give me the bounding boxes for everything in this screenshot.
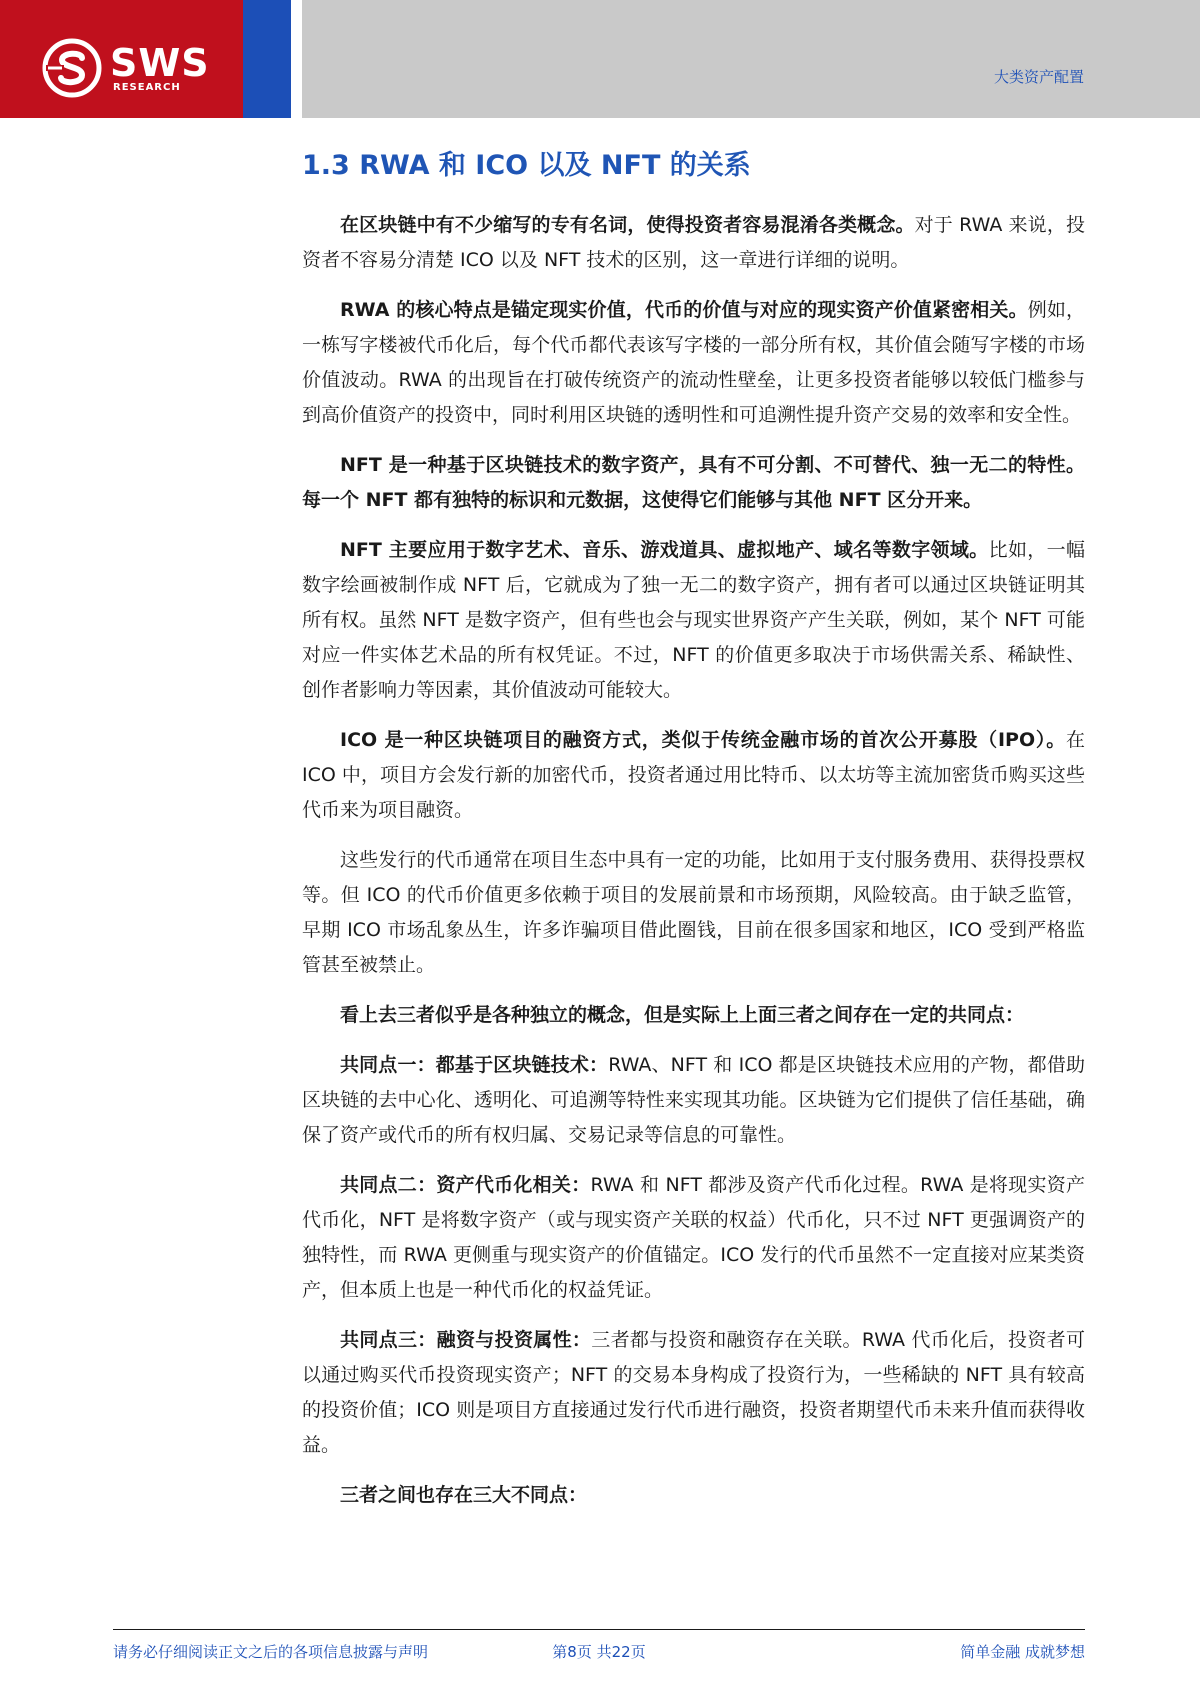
paragraph [302,1168,1085,1308]
paragraph-lead: RWA 的核心特点是锚定现实价值，代币的价值与对应的现实资产价值紧密相关。 [340,299,1028,321]
header-accent-stripe [243,0,291,118]
brand-logo [0,0,243,118]
paragraph [302,1323,1085,1463]
paragraph-lead: ICO 是一种区块链项目的融资方式，类似于传统金融市场的首次公开募股（IPO）。 [340,729,1066,751]
paragraph-text: 在 ICO 中，项目方会发行新的加密代币，投资者通过用比特币、以太坊等主流加密货币购买这些代币来为项目融资。 [302,729,1085,821]
section-title: 1.3 RWA 和 ICO 以及 NFT 的关系 [302,150,751,181]
header-band [302,0,1200,118]
paragraph-text: 三者都与投资和融资存在关联。RWA 代币化后，投资者可以通过购买代币投资现实资产；NFT 的交易本身构成了投资行为，一些稀缺的 NFT 具有较高的投资价值；ICO 则是项目方直接通过发行代币进行融资，投资者期望代币未来升值而获得收益。 [302,1329,1085,1456]
paragraph-lead: 看上去三者似乎是各种独立的概念，但是实际上上面三者之间存在一定的共同点： [340,1004,1025,1026]
paragraph-lead: 共同点一：都基于区块链技术： [340,1054,609,1076]
footer-disclaimer: 请务必仔细阅读正文之后的各项信息披露与声明 [113,1643,429,1661]
paragraph [302,533,1085,708]
paragraph [302,448,1085,518]
paragraph [302,723,1085,828]
paragraph [302,1048,1085,1153]
paragraph-lead: 共同点二：资产代币化相关： [340,1174,591,1196]
paragraph-text: 这些发行的代币通常在项目生态中具有一定的功能，比如用于支付服务费用、获得投票权等。但 ICO 的代币价值更多依赖于项目的发展前景和市场预期，风险较高。由于缺乏监管，早期 ICO 市场乱象丛生，许多诈骗项目借此圈钱，目前在很多国家和地区，ICO 受到严格监管甚至被禁止。 [302,849,1085,976]
paragraph [302,998,1085,1033]
footer-divider [113,1629,1085,1630]
paragraph [302,293,1085,433]
paragraph [302,1478,1085,1513]
paragraph-lead: NFT 是一种基于区块链技术的数字资产，具有不可分割、不可替代、独一无二的特性。每一个 NFT 都有独特的标识和元数据，这使得它们能够与其他 NFT 区分开来。 [302,454,1085,511]
paragraph-text: 比如，一幅数字绘画被制作成 NFT 后，它就成为了独一无二的数字资产，拥有者可以通过区块链证明其所有权。虽然 NFT 是数字资产，但有些也会与现实世界资产产生关联，例如，某个 NFT 可能对应一件实体艺术品的所有权凭证。不过，NFT 的价值更多取决于市场供需关系、稀缺性、创作者影响力等因素，其价值波动可能较大。 [302,539,1085,701]
paragraph-lead: NFT 主要应用于数字艺术、音乐、游戏道具、虚拟地产、域名等数字领域。 [340,539,989,561]
paragraph-text: RWA、NFT 和 ICO 都是区块链技术应用的产物，都借助区块链的去中心化、透明化、可追溯等特性来实现其功能。区块链为它们提供了信任基础，确保了资产或代币的所有权归属、交易记录等信息的可靠性。 [302,1054,1085,1146]
page-number: 第8页 共22页 [552,1643,646,1661]
sws-logo-icon [42,38,102,98]
brand-name: SWS [110,41,210,85]
paragraph [302,208,1085,278]
paragraph-lead: 三者之间也存在三大不同点： [340,1484,588,1506]
paragraph [302,843,1085,983]
brand-subtitle: RESEARCH [113,82,181,93]
paragraph-text: 对于 RWA 来说，投资者不容易分清楚 ICO 以及 NFT 技术的区别，这一章进行详细的说明。 [302,214,1085,271]
paragraph-text: RWA 和 NFT 都涉及资产代币化过程。RWA 是将现实资产代币化，NFT 是将数字资产（或与现实资产关联的权益）代币化，只不过 NFT 更强调资产的独特性，而 RWA 更侧重与现实资产的价值锚定。ICO 发行的代币虽然不一定直接对应某类资产，但本质上也是一种代币化的权益凭证。 [302,1174,1085,1301]
page-footer [113,1641,1085,1665]
page-header [0,0,1200,118]
body-text [302,208,1085,1528]
paragraph-lead: 共同点三：融资与投资属性： [340,1329,592,1351]
footer-slogan: 简单金融 成就梦想 [960,1643,1085,1661]
paragraph-lead: 在区块链中有不少缩写的专有名词，使得投资者容易混淆各类概念。 [340,214,915,236]
report-category: 大类资产配置 [993,68,1084,86]
paragraph-text: 例如，一栋写字楼被代币化后，每个代币都代表该写字楼的一部分所有权，其价值会随写字楼的市场价值波动。RWA 的出现旨在打破传统资产的流动性壁垒，让更多投资者能够以较低门槛参与到高价值资产的投资中，同时利用区块链的透明性和可追溯性提升资产交易的效率和安全性。 [302,299,1085,426]
